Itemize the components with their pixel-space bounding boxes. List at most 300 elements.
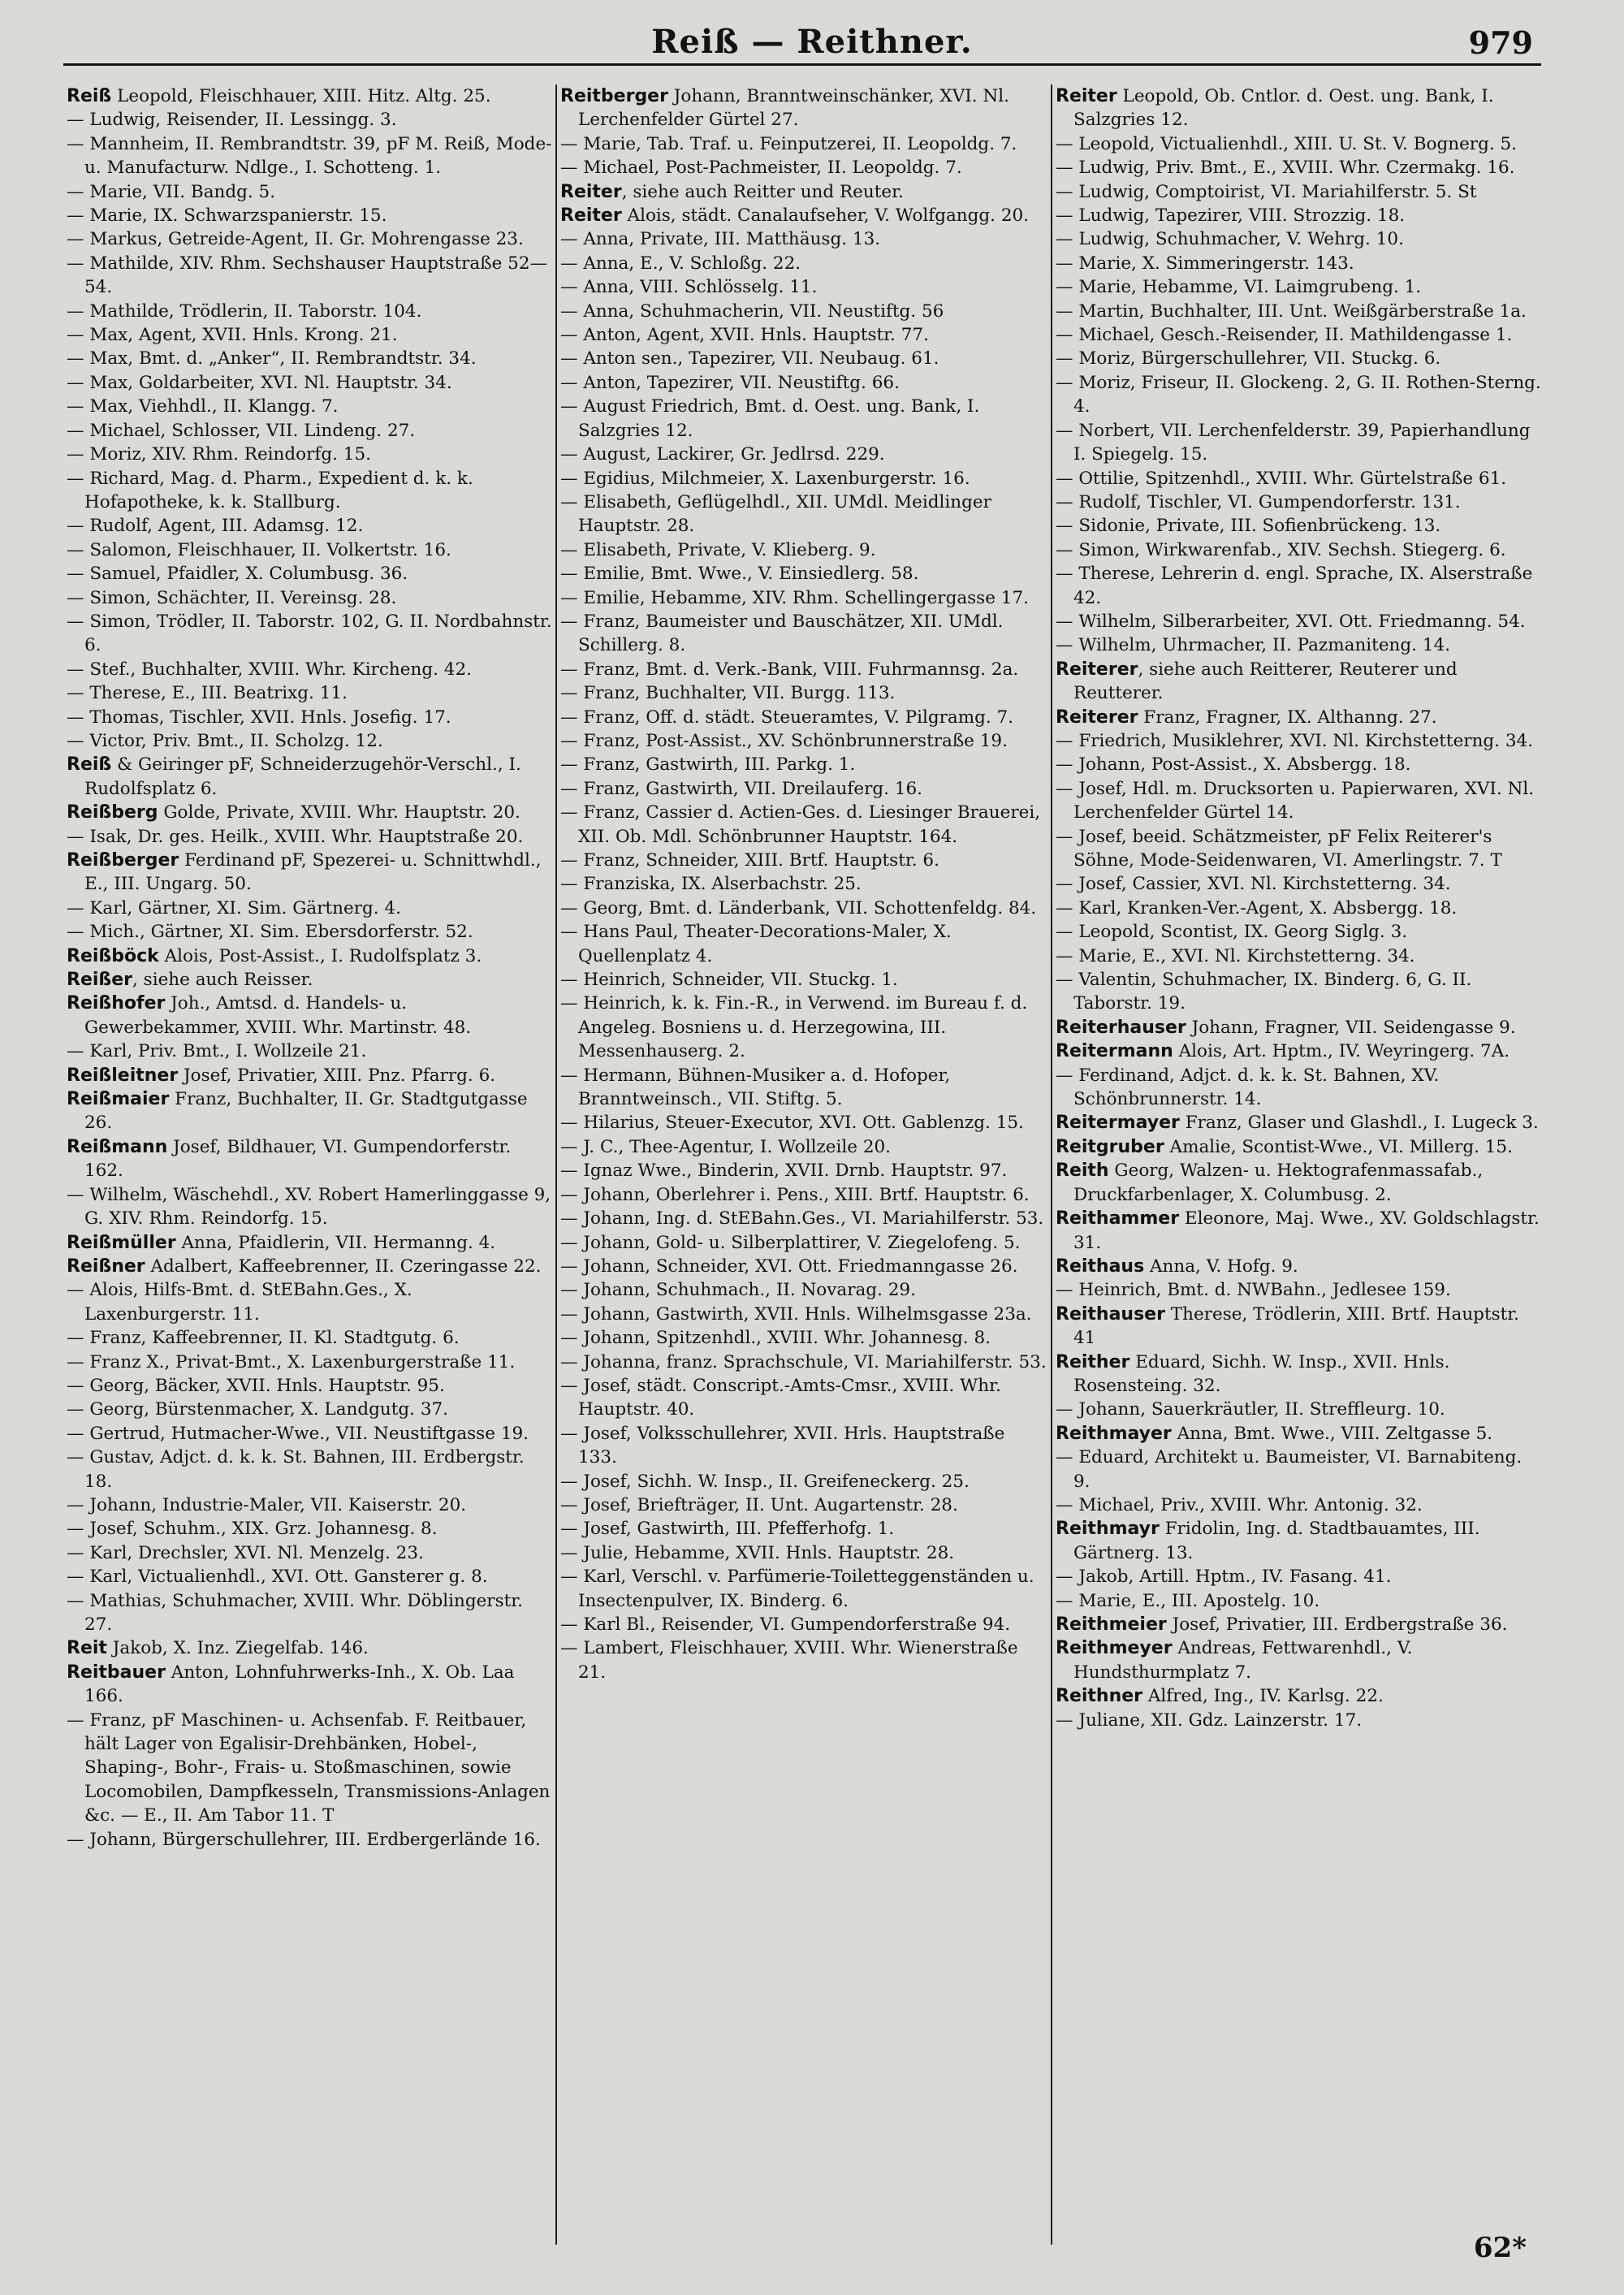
directory-entry xyxy=(67,1231,554,1255)
directory-entry xyxy=(1056,323,1543,347)
directory-entry xyxy=(1056,1589,1543,1613)
entry-text: — Markus, Getreide-Agent, II. Gr. Mohrengasse 23. xyxy=(67,229,524,250)
entry-surname: Reiterer xyxy=(1056,659,1138,680)
directory-entry xyxy=(67,300,554,323)
directory-entry xyxy=(67,395,554,418)
entry-text: — Marie, E., XVI. Nl. Kirchstetterng. 34. xyxy=(1056,945,1415,966)
entry-text: — Johann, Schneider, XVI. Ott. Friedmanngasse 26. xyxy=(560,1256,1018,1277)
directory-entry xyxy=(67,706,554,729)
entry-text: Jakob, X. Inz. Ziegelfab. 146. xyxy=(106,1638,369,1659)
directory-entry xyxy=(67,204,554,227)
directory-entry xyxy=(1056,1159,1543,1207)
directory-entry xyxy=(560,1303,1047,1326)
entry-surname: Reiterer xyxy=(1056,707,1138,728)
directory-entry xyxy=(67,1422,554,1446)
directory-entry xyxy=(67,1039,554,1063)
directory-entry xyxy=(1056,227,1543,251)
directory-entry xyxy=(67,944,554,968)
directory-entry xyxy=(1056,1446,1543,1493)
entry-text: — Karl, Victualienhdl., XVI. Ott. Gansterer g. 8. xyxy=(67,1567,488,1588)
directory-entry xyxy=(1056,706,1543,729)
entry-text: — Johann, Ing. d. StEBahn.Ges., VI. Mariahilferstr. 53. xyxy=(560,1208,1044,1230)
directory-entry xyxy=(560,1541,1047,1565)
directory-entry xyxy=(560,729,1047,753)
entry-text: — Michael, Gesch.-Reisender, II. Mathildengasse 1. xyxy=(1056,325,1513,346)
directory-entry xyxy=(67,84,554,108)
entry-surname: Reißmaier xyxy=(67,1089,170,1110)
entry-text: Anna, V. Hofg. 9. xyxy=(1144,1256,1298,1277)
directory-entry xyxy=(1056,1255,1543,1278)
entry-text: — Moriz, XIV. Rhm. Reindorfg. 15. xyxy=(67,444,371,465)
directory-entry xyxy=(67,514,554,538)
directory-entry xyxy=(67,658,554,681)
directory-entry xyxy=(1056,84,1543,132)
entry-surname: Reißmüller xyxy=(67,1232,176,1253)
entry-text: — Ludwig, Tapezirer, VIII. Strozzig. 18. xyxy=(1056,205,1406,227)
directory-entry xyxy=(1056,610,1543,633)
directory-entry xyxy=(1056,968,1543,1016)
entry-text: — Eduard, Architekt u. Baumeister, VI. Barnabiteng. 9. xyxy=(1056,1447,1522,1492)
entry-text: — Salomon, Fleischhauer, II. Volkertstr. 16. xyxy=(67,539,451,560)
directory-entry xyxy=(560,801,1047,849)
entry-text: — Anton sen., Tapezirer, VII. Neubaug. 61. xyxy=(560,348,939,370)
entry-text: Georg, Walzen- u. Hektografenmassafab., Druckfarbenlager, X. Columbusg. 2. xyxy=(1073,1160,1484,1205)
entry-surname: Reitbauer xyxy=(67,1662,166,1683)
entry-text: — Johann, Bürgerschullehrer, III. Erdbergerlände 16. xyxy=(67,1829,541,1850)
directory-entry xyxy=(1056,920,1543,944)
directory-entry xyxy=(67,801,554,824)
directory-entry xyxy=(1056,1016,1543,1039)
directory-entry xyxy=(1056,538,1543,562)
directory-entry xyxy=(67,681,554,705)
directory-entry xyxy=(1056,347,1543,370)
entry-surname: Reither xyxy=(1056,1351,1130,1372)
entry-text: — Wilhelm, Uhrmacher, II. Pazmaniteng. 14. xyxy=(1056,635,1451,656)
directory-entry xyxy=(1056,1303,1543,1351)
directory-entry xyxy=(67,1064,554,1087)
directory-entry xyxy=(1056,897,1543,920)
entry-text: — Jakob, Artill. Hptm., IV. Fasang. 41. xyxy=(1056,1567,1392,1588)
directory-entry xyxy=(560,443,1047,466)
entry-surname: Reith xyxy=(1056,1160,1109,1182)
entry-text: Leopold, Ob. Cntlor. d. Oest. ung. Bank, I. Salzgries 12. xyxy=(1073,86,1494,131)
directory-entry xyxy=(67,1661,554,1709)
entry-text: — Josef, Gastwirth, III. Pfefferhofg. 1. xyxy=(560,1519,895,1540)
entry-text: — Johann, Sauerkräutler, II. Streffleurg. 10. xyxy=(1056,1399,1445,1420)
header-rule xyxy=(63,63,1541,66)
directory-entry xyxy=(67,180,554,204)
entry-text: Alfred, Ing., IV. Karlsg. 22. xyxy=(1142,1686,1384,1707)
directory-entry xyxy=(67,1135,554,1183)
column-divider xyxy=(1051,84,1052,2245)
entry-surname: Reithmeier xyxy=(1056,1614,1167,1635)
directory-entry xyxy=(560,1159,1047,1182)
directory-entry xyxy=(1056,1709,1543,1732)
entry-text: — Mich., Gärtner, XI. Sim. Ebersdorferstr. 52. xyxy=(67,922,473,943)
entry-surname: Reiter xyxy=(560,205,622,227)
column-middle xyxy=(560,84,1047,2245)
entry-text: — Franz, Baumeister und Bauschätzer, XII. UMdl. Schillerg. 8. xyxy=(560,611,1004,656)
entry-text: — Michael, Schlosser, VII. Lindeng. 27. xyxy=(67,420,416,441)
directory-entry xyxy=(560,1255,1047,1278)
entry-text: , siehe auch Reisser. xyxy=(132,970,313,991)
entry-text: — Ottilie, Spitzenhdl., XVIII. Whr. Gürtelstraße 61. xyxy=(1056,468,1507,489)
entry-text: — Johann, Gastwirth, XVII. Hnls. Wilhelmsgasse 23a. xyxy=(560,1303,1032,1325)
directory-entry xyxy=(1056,514,1543,538)
entry-surname: Reiß xyxy=(67,754,112,776)
directory-entry xyxy=(67,729,554,753)
entry-text: — Leopold, Victualienhdl., XIII. U. St. V. Bognerg. 5. xyxy=(1056,133,1518,154)
column-right xyxy=(1056,84,1543,2245)
directory-entry xyxy=(560,1278,1047,1302)
directory-entry xyxy=(1056,204,1543,227)
entry-text: — Anna, E., V. Schloßg. 22. xyxy=(560,253,801,274)
entry-text: — Anton, Tapezirer, VII. Neustiftg. 66. xyxy=(560,372,900,393)
entry-surname: Reißleitner xyxy=(67,1065,179,1086)
entry-surname: Reithauser xyxy=(1056,1303,1165,1325)
entry-text: — Max, Goldarbeiter, XVI. Nl. Hauptstr. 34. xyxy=(67,372,452,393)
entry-text: — Victor, Priv. Bmt., II. Scholzg. 12. xyxy=(67,730,383,751)
entry-text: — Ignaz Wwe., Binderin, XVII. Drnb. Hauptstr. 97. xyxy=(560,1160,1008,1182)
entry-text: Andreas, Fettwarenhdl., V. Hundsthurmplatz 7. xyxy=(1073,1638,1413,1683)
directory-entry xyxy=(560,1470,1047,1493)
directory-entry xyxy=(1056,1613,1543,1636)
entry-text: — Isak, Dr. ges. Heilk., XVIII. Whr. Hauptstraße 20. xyxy=(67,826,524,847)
entry-text: — Friedrich, Musiklehrer, XVI. Nl. Kirchstetterng. 34. xyxy=(1056,730,1534,751)
entry-text: Therese, Trödlerin, XIII. Brtf. Hauptstr. 41 xyxy=(1073,1303,1520,1349)
directory-entry xyxy=(1056,491,1543,514)
entry-text: — Marie, Tab. Traf. u. Feinputzerei, II. Leopoldg. 7. xyxy=(560,133,1017,154)
entry-text: — Josef, Hdl. m. Drucksorten u. Papierwaren, XVI. Nl. Lerchenfelder Gürtel 14. xyxy=(1056,778,1535,823)
directory-entry xyxy=(1056,1565,1543,1588)
entry-text: — Egidius, Milchmeier, X. Laxenburgerstr. 16. xyxy=(560,468,970,489)
directory-entry xyxy=(560,753,1047,776)
entry-surname: Reiter xyxy=(560,181,622,202)
entry-text: — Ludwig, Priv. Bmt., E., XVIII. Whr. Czermakg. 16. xyxy=(1056,158,1515,179)
directory-entry xyxy=(67,1183,554,1231)
entry-text: — Karl, Priv. Bmt., I. Wollzeile 21. xyxy=(67,1041,367,1062)
directory-entry xyxy=(560,204,1047,227)
directory-entry xyxy=(67,1374,554,1398)
directory-entry xyxy=(560,1636,1047,1684)
directory-entry xyxy=(1056,1111,1543,1135)
entry-surname: Reißmann xyxy=(67,1136,168,1157)
entry-text: — Franz, Buchhalter, VII. Burgg. 113. xyxy=(560,683,896,704)
entry-text: — Martin, Buchhalter, III. Unt. Weißgärberstraße 1a. xyxy=(1056,300,1527,322)
entry-text: — Franz, Bmt. d. Verk.-Bank, VIII. Fuhrmannsg. 2a. xyxy=(560,659,1019,680)
directory-entry xyxy=(67,1541,554,1565)
running-title: Reiß — Reithner. xyxy=(651,23,973,61)
entry-text: — Mannheim, II. Rembrandtstr. 39, pF M. Reiß, Mode- u. Manufacturw. Ndlge., I. Schotteng. 1. xyxy=(67,133,552,179)
entry-surname: Reiterhauser xyxy=(1056,1017,1186,1038)
directory-entry xyxy=(1056,1135,1543,1159)
entry-text: — Ludwig, Schuhmacher, V. Wehrg. 10. xyxy=(1056,229,1404,250)
directory-entry xyxy=(67,467,554,515)
directory-entry xyxy=(67,1278,554,1326)
directory-entry xyxy=(67,252,554,300)
entry-text: — Georg, Bmt. d. Länderbank, VII. Schottenfeldg. 84. xyxy=(560,897,1037,918)
directory-entry xyxy=(1056,872,1543,896)
entry-text: — Georg, Bürstenmacher, X. Landgutg. 37. xyxy=(67,1399,449,1420)
directory-entry xyxy=(1056,300,1543,323)
directory-entry xyxy=(560,347,1047,370)
entry-text: — Gustav, Adjct. d. k. k. St. Bahnen, III. Erdbergstr. 18. xyxy=(67,1447,525,1492)
entry-surname: Reißer xyxy=(67,970,132,991)
entry-text: — Franziska, IX. Alserbachstr. 25. xyxy=(560,874,862,895)
directory-entry xyxy=(1056,1207,1543,1255)
entry-text: Josef, Privatier, III. Erdbergstraße 36. xyxy=(1166,1614,1508,1635)
entry-text: — Thomas, Tischler, XVII. Hnls. Josefig. 17. xyxy=(67,707,451,728)
directory-entry xyxy=(560,275,1047,299)
directory-entry xyxy=(560,84,1047,132)
entry-text: Johann, Branntweinschänker, XVI. Nl. Lerchenfelder Gürtel 27. xyxy=(578,86,1009,131)
directory-entry xyxy=(67,586,554,610)
entry-text: — Marie, VII. Bandg. 5. xyxy=(67,181,276,202)
entry-text: — Josef, Briefträger, II. Unt. Augartenstr. 28. xyxy=(560,1494,958,1515)
entry-text: — Josef, städt. Conscript.-Amts-Cmsr., XVIII. Whr. Hauptstr. 40. xyxy=(560,1375,1001,1420)
entry-text: — Karl, Verschl. v. Parfümerie-Toiletteggenständen u. Insectenpulver, IX. Binderg. 6. xyxy=(560,1567,1034,1611)
entry-text: — Emilie, Hebamme, XIV. Rhm. Schellingergasse 17. xyxy=(560,587,1029,608)
entry-text: — Richard, Mag. d. Pharm., Expedient d. k. k. Hofapotheke, k. k. Stallburg. xyxy=(67,468,473,512)
directory-entry xyxy=(560,1207,1047,1230)
directory-entry xyxy=(1056,562,1543,610)
directory-entry xyxy=(67,443,554,466)
entry-text: — Hilarius, Steuer-Executor, XVI. Ott. Gablenzg. 15. xyxy=(560,1113,1024,1134)
entry-text: , siehe auch Reitter und Reuter. xyxy=(621,181,904,202)
directory-entry xyxy=(1056,275,1543,299)
directory-entry xyxy=(67,968,554,992)
directory-entry xyxy=(560,1231,1047,1255)
directory-entry xyxy=(1056,132,1543,156)
entry-text: — Johann, Industrie-Maler, VII. Kaiserstr. 20. xyxy=(67,1494,467,1515)
entry-text: Ferdinand pF, Spezerei- u. Schnittwhdl., E., III. Ungarg. 50. xyxy=(84,850,542,895)
directory-entry xyxy=(560,610,1047,658)
entry-text: — Ludwig, Reisender, II. Lessingg. 3. xyxy=(67,110,397,131)
entry-text: — J. C., Thee-Agentur, I. Wollzeile 20. xyxy=(560,1136,892,1157)
entry-text: — Franz, Kaffeebrenner, II. Kl. Stadtgutg. 6. xyxy=(67,1328,460,1349)
directory-entry xyxy=(560,658,1047,681)
directory-entry xyxy=(560,538,1047,562)
directory-entry xyxy=(560,227,1047,251)
entry-text: — Johann, Spitzenhdl., XVIII. Whr. Johannesg. 8. xyxy=(560,1328,991,1349)
entry-text: — Josef, Volksschullehrer, XVII. Hrls. Hauptstraße 133. xyxy=(560,1423,1005,1468)
directory-entry xyxy=(560,849,1047,872)
directory-entry xyxy=(67,1087,554,1135)
directory-entry xyxy=(67,323,554,347)
entry-text: — Michael, Priv., XVIII. Whr. Antonig. 32. xyxy=(1056,1494,1423,1515)
directory-entry xyxy=(1056,1351,1543,1398)
directory-entry xyxy=(1056,180,1543,204)
entry-text: — Hermann, Bühnen-Musiker a. d. Hofoper, Branntweinsch., VII. Stiftg. 5. xyxy=(560,1065,951,1110)
directory-entry xyxy=(560,300,1047,323)
directory-entry xyxy=(560,1183,1047,1207)
directory-entry xyxy=(1056,1422,1543,1446)
entry-text: — Juliane, XII. Gdz. Lainzerstr. 17. xyxy=(1056,1709,1363,1731)
entry-text: — Max, Agent, XVII. Hnls. Krong. 21. xyxy=(67,325,398,346)
entry-text: — Johann, Gold- u. Silberplattirer, V. Ziegelofeng. 5. xyxy=(560,1232,1021,1253)
entry-text: Leopold, Fleischhauer, XIII. Hitz. Altg. 25. xyxy=(111,86,491,106)
directory-entry xyxy=(560,586,1047,610)
entry-text: & Geiringer pF, Schneiderzugehör-Verschl., I. Rudolfsplatz 6. xyxy=(84,754,521,799)
entry-surname: Reiter xyxy=(1056,86,1117,106)
directory-entry xyxy=(560,1493,1047,1517)
entry-surname: Reißböck xyxy=(67,945,159,966)
entry-text: — Marie, Hebamme, VI. Laimgrubeng. 1. xyxy=(1056,277,1422,298)
entry-text: Alois, Post-Assist., I. Rudolfsplatz 3. xyxy=(158,945,482,966)
entry-text: — Rudolf, Tischler, VI. Gumpendorferstr. 131. xyxy=(1056,491,1461,512)
directory-entry xyxy=(1056,729,1543,753)
directory-entry xyxy=(560,968,1047,992)
directory-entry xyxy=(1056,633,1543,657)
entry-text: — Franz, Schneider, XIII. Brtf. Hauptstr. 6. xyxy=(560,850,939,871)
entry-text: — Michael, Post-Pachmeister, II. Leopoldg. 7. xyxy=(560,158,962,179)
entry-text: — Franz, pF Maschinen- u. Achsenfab. F. Reitbauer, hält Lager von Egalisir-Drehbänken, Hobel-, Shaping-, Bohr-, Frais- u. Stoßmaschinen, sowie Locomobilen, Dampfkesseln, Transmissions-Anlagen &c. — E., II. Am Tabor 11. T xyxy=(67,1709,551,1826)
directory-entry xyxy=(560,897,1047,920)
entry-text: — Franz, Off. d. städt. Steueramtes, V. Pilgramg. 7. xyxy=(560,707,1014,728)
directory-entry xyxy=(67,1446,554,1493)
entry-text: Eduard, Sichh. W. Insp., XVII. Hnls. Rosensteing. 32. xyxy=(1073,1351,1450,1396)
directory-entry xyxy=(67,1709,554,1828)
entry-text: Josef, Privatier, XIII. Pnz. Pfarrg. 6. xyxy=(178,1065,496,1086)
directory-entry xyxy=(560,323,1047,347)
entry-surname: Reithner xyxy=(1056,1686,1143,1707)
directory-entry xyxy=(560,1326,1047,1350)
entry-text: Anna, Pfaidlerin, VII. Hermanng. 4. xyxy=(175,1232,496,1253)
directory-entry xyxy=(560,467,1047,491)
directory-entry xyxy=(560,681,1047,705)
entry-surname: Reitgruber xyxy=(1056,1136,1164,1157)
directory-entry xyxy=(1056,1039,1543,1063)
entry-text: — Hans Paul, Theater-Decorations-Maler, X. Quellenplatz 4. xyxy=(560,922,952,966)
entry-text: — Anna, VIII. Schlösselg. 11. xyxy=(560,277,818,298)
entry-text: — Wilhelm, Silberarbeiter, XVI. Ott. Friedmanng. 54. xyxy=(1056,611,1526,632)
directory-entry xyxy=(560,252,1047,275)
directory-entry xyxy=(560,1613,1047,1636)
entry-text: — Heinrich, Schneider, VII. Stuckg. 1. xyxy=(560,970,898,991)
directory-entry xyxy=(67,1255,554,1278)
directory-entry xyxy=(1056,156,1543,179)
entry-surname: Reißhofer xyxy=(67,993,166,1014)
entry-text: — Therese, E., III. Beatrixg. 11. xyxy=(67,683,348,704)
directory-entry xyxy=(1056,1398,1543,1421)
entry-text: — Lambert, Fleischhauer, XVIII. Whr. Wienerstraße 21. xyxy=(560,1638,1018,1683)
directory-entry xyxy=(67,347,554,370)
entry-surname: Reithammer xyxy=(1056,1208,1180,1230)
directory-entry xyxy=(1056,419,1543,467)
directory-entry xyxy=(67,1493,554,1517)
directory-entry xyxy=(560,371,1047,395)
entry-text: — Leopold, Scontist, IX. Georg Siglg. 3. xyxy=(1056,922,1408,943)
directory-entry xyxy=(67,897,554,920)
entry-text: — Marie, IX. Schwarzspanierstr. 15. xyxy=(67,205,387,227)
directory-entry xyxy=(560,395,1047,443)
entry-text: — Ferdinand, Adjct. d. k. k. St. Bahnen, XV. Schönbrunnerstr. 14. xyxy=(1056,1065,1440,1110)
entry-surname: Reitermann xyxy=(1056,1041,1173,1062)
entry-surname: Reithaus xyxy=(1056,1256,1145,1277)
entry-text: , siehe auch Reitterer, Reuterer und Reutterer. xyxy=(1073,659,1458,704)
directory-entry xyxy=(1056,753,1543,776)
entry-text: — Johann, Schuhmach., II. Novarag. 29. xyxy=(560,1280,916,1301)
entry-text: — Mathilde, XIV. Rhm. Sechshauser Hauptstraße 52—54. xyxy=(67,253,548,298)
entry-text: — Alois, Hilfs-Bmt. d. StEBahn.Ges., X. Laxenburgerstr. 11. xyxy=(67,1280,412,1325)
entry-text: — Josef, Schuhm., XIX. Grz. Johannesg. 8. xyxy=(67,1519,438,1540)
entry-text: — Valentin, Schuhmacher, IX. Binderg. 6, G. II. Taborstr. 19. xyxy=(1056,970,1472,1014)
entry-surname: Reithmayer xyxy=(1056,1423,1172,1444)
directory-entry xyxy=(67,849,554,897)
entry-text: — Mathilde, Trödlerin, II. Taborstr. 104. xyxy=(67,300,422,322)
entry-text: — Josef, beeid. Schätzmeister, pF Felix Reiterer's Söhne, Mode-Seidenwaren, VI. Amerlingstr. 7. T xyxy=(1056,826,1502,871)
entry-text: Johann, Fragner, VII. Seidengasse 9. xyxy=(1186,1017,1516,1038)
entry-text: — Ludwig, Comptoirist, VI. Mariahilferstr. 5. St xyxy=(1056,181,1477,202)
directory-entry xyxy=(560,1064,1047,1112)
entry-text: — Sidonie, Private, III. Sofienbrückeng. 13. xyxy=(1056,516,1441,537)
entry-text: Joh., Amtsd. d. Handels- u. Gewerbekammer, XVIII. Whr. Martinstr. 48. xyxy=(84,993,472,1038)
directory-entry xyxy=(1056,467,1543,491)
entry-text: — Samuel, Pfaidler, X. Columbusg. 36. xyxy=(67,564,408,585)
directory-entry xyxy=(1056,944,1543,968)
directory-entry xyxy=(67,562,554,586)
entry-text: Anna, Bmt. Wwe., VIII. Zeltgasse 5. xyxy=(1171,1423,1493,1444)
entry-text: — Wilhelm, Wäschehdl., XV. Robert Hamerlinggasse 9, G. XIV. Rhm. Reindorfg. 15. xyxy=(67,1184,551,1230)
directory-entry xyxy=(67,132,554,180)
directory-entry xyxy=(560,872,1047,896)
entry-text: Golde, Private, XVIII. Whr. Hauptstr. 20. xyxy=(158,802,520,823)
directory-entry xyxy=(67,1351,554,1374)
directory-entry xyxy=(67,610,554,658)
directory-entry xyxy=(67,371,554,395)
directory-entry xyxy=(560,706,1047,729)
entry-text: — Franz, Post-Assist., XV. Schönbrunnerstraße 19. xyxy=(560,730,1008,751)
directory-entry xyxy=(560,1565,1047,1613)
directory-entry xyxy=(560,777,1047,801)
entry-text: Alois, Art. Hptm., IV. Weyringerg. 7A. xyxy=(1173,1041,1510,1062)
directory-entry xyxy=(560,491,1047,538)
directory-entry xyxy=(560,920,1047,968)
entry-text: Josef, Bildhauer, VI. Gumpendorferstr. 162. xyxy=(84,1136,512,1182)
entry-text: Anton, Lohnfuhrwerks-Inh., X. Ob. Laa 166. xyxy=(84,1662,515,1707)
entry-text: — Therese, Lehrerin d. engl. Sprache, IX. Alserstraße 42. xyxy=(1056,564,1533,608)
directory-entry xyxy=(1056,1684,1543,1708)
directory-entry xyxy=(560,1517,1047,1541)
directory-entry xyxy=(560,992,1047,1063)
directory-entry xyxy=(560,1351,1047,1374)
directory-entry xyxy=(67,538,554,562)
entry-text: — Moriz, Friseur, II. Glockeng. 2, G. II. Rothen-Sterng. 4. xyxy=(1056,372,1541,417)
entry-text: Franz, Fragner, IX. Althanng. 27. xyxy=(1138,707,1437,728)
directory-entry xyxy=(1056,1636,1543,1684)
entry-text: — Karl Bl., Reisender, VI. Gumpendorferstraße 94. xyxy=(560,1614,1011,1635)
directory-entry xyxy=(560,180,1047,204)
entry-text: — Max, Viehhdl., II. Klangg. 7. xyxy=(67,396,339,417)
entry-text: — Heinrich, Bmt. d. NWBahn., Jedlesee 159. xyxy=(1056,1280,1451,1301)
entry-text: — Anna, Schuhmacherin, VII. Neustiftg. 56 xyxy=(560,300,944,322)
directory-entry xyxy=(560,1111,1047,1135)
entry-text: — Simon, Wirkwarenfab., XIV. Sechsh. Stiegerg. 6. xyxy=(1056,539,1506,560)
entry-text: — Franz, Gastwirth, III. Parkg. 1. xyxy=(560,754,856,776)
directory-entry xyxy=(67,1517,554,1541)
directory-entry xyxy=(560,1374,1047,1422)
entry-text: — Franz, Cassier d. Actien-Ges. d. Liesinger Brauerei, XII. Ob. Mdl. Schönbrunner Hauptstr. 164. xyxy=(560,802,1041,847)
directory-entry xyxy=(67,1398,554,1421)
entry-text: Alois, städt. Canalaufseher, V. Wolfgangg. 20. xyxy=(621,205,1030,227)
entry-text: — Georg, Bäcker, XVII. Hnls. Hauptstr. 95. xyxy=(67,1375,445,1396)
entry-text: — Mathias, Schuhmacher, XVIII. Whr. Döblingerstr. 27. xyxy=(67,1590,524,1635)
entry-text: — Moriz, Bürgerschullehrer, VII. Stuckg. 6. xyxy=(1056,348,1441,370)
directory-entry xyxy=(1056,1064,1543,1112)
entry-text: — Elisabeth, Geflügelhdl., XII. UMdl. Meidlinger Hauptstr. 28. xyxy=(560,491,991,537)
column-divider xyxy=(555,84,557,2245)
entry-text: Fridolin, Ing. d. Stadtbauamtes, III. Gärtnerg. 13. xyxy=(1073,1519,1480,1563)
